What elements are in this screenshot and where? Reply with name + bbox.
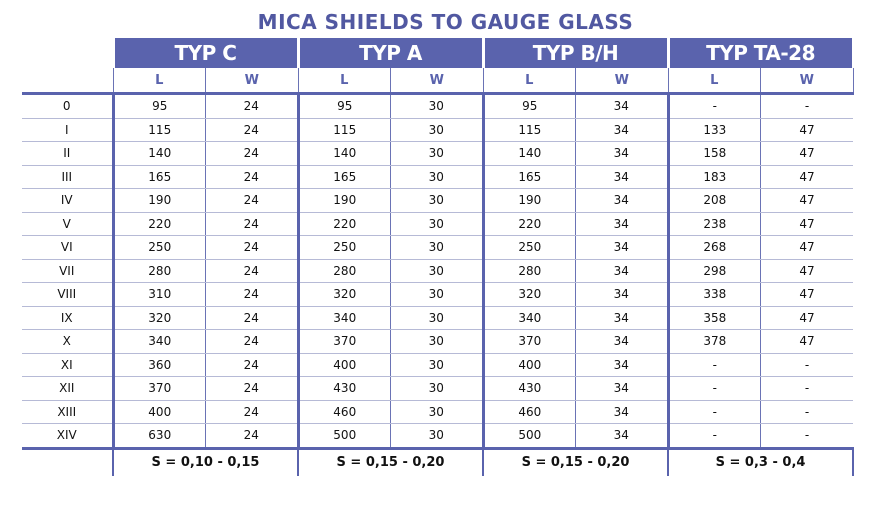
corner-cell-sub bbox=[22, 68, 113, 94]
cell-length: 340 bbox=[298, 306, 391, 330]
cell-length: 250 bbox=[483, 236, 576, 260]
cell-length: 183 bbox=[668, 165, 761, 189]
column-header-l: L bbox=[483, 68, 576, 94]
cell-width: 34 bbox=[576, 424, 669, 449]
cell-width: - bbox=[761, 94, 854, 119]
cell-length: 165 bbox=[483, 165, 576, 189]
cell-width: 24 bbox=[206, 189, 299, 213]
cell-width: 24 bbox=[206, 236, 299, 260]
cell-length: 140 bbox=[483, 142, 576, 166]
cell-length: 115 bbox=[113, 118, 206, 142]
cell-length: 370 bbox=[298, 330, 391, 354]
cell-length: 358 bbox=[668, 306, 761, 330]
group-header-typ-c: TYP C bbox=[113, 38, 298, 68]
cell-width: 34 bbox=[576, 142, 669, 166]
table-row bbox=[22, 400, 853, 424]
cell-width: 24 bbox=[206, 400, 299, 424]
row-size-label: V bbox=[22, 212, 113, 236]
row-size-label: II bbox=[22, 142, 113, 166]
cell-width: 34 bbox=[576, 377, 669, 401]
cell-width: 24 bbox=[206, 353, 299, 377]
cell-length: 430 bbox=[298, 377, 391, 401]
cell-length: 208 bbox=[668, 189, 761, 213]
column-header-w: W bbox=[576, 68, 669, 94]
cell-width: 34 bbox=[576, 236, 669, 260]
group-header-typ-ta28: TYP TA-28 bbox=[668, 38, 853, 68]
cell-width: 24 bbox=[206, 142, 299, 166]
cell-width: 47 bbox=[761, 306, 854, 330]
cell-width: 47 bbox=[761, 212, 854, 236]
cell-length: 500 bbox=[483, 424, 576, 449]
corner-cell bbox=[22, 38, 113, 68]
cell-length: 95 bbox=[483, 94, 576, 119]
cell-width: 34 bbox=[576, 212, 669, 236]
table-row bbox=[22, 118, 853, 142]
cell-length: 378 bbox=[668, 330, 761, 354]
cell-length: 250 bbox=[298, 236, 391, 260]
cell-length: 190 bbox=[113, 189, 206, 213]
cell-length: 158 bbox=[668, 142, 761, 166]
footer-thickness-typ-ta28: S = 0,3 - 0,4 bbox=[668, 448, 853, 476]
cell-length: 220 bbox=[113, 212, 206, 236]
table-row bbox=[22, 165, 853, 189]
cell-length: - bbox=[668, 424, 761, 449]
cell-width: 24 bbox=[206, 424, 299, 449]
cell-width: 30 bbox=[391, 212, 484, 236]
column-header-l: L bbox=[113, 68, 206, 94]
cell-width: 34 bbox=[576, 259, 669, 283]
row-size-label: VIII bbox=[22, 283, 113, 307]
group-header-typ-bh: TYP B/H bbox=[483, 38, 668, 68]
cell-width: 30 bbox=[391, 142, 484, 166]
cell-width: 47 bbox=[761, 330, 854, 354]
cell-length: 115 bbox=[483, 118, 576, 142]
cell-length: 280 bbox=[113, 259, 206, 283]
cell-length: 95 bbox=[113, 94, 206, 119]
table-row bbox=[22, 283, 853, 307]
cell-length: 165 bbox=[298, 165, 391, 189]
cell-length: 340 bbox=[113, 330, 206, 354]
cell-length: 400 bbox=[113, 400, 206, 424]
cell-length: 140 bbox=[298, 142, 391, 166]
cell-width: 24 bbox=[206, 306, 299, 330]
cell-width: 30 bbox=[391, 353, 484, 377]
cell-width: 34 bbox=[576, 283, 669, 307]
mica-shields-table bbox=[22, 38, 855, 476]
table-row bbox=[22, 353, 853, 377]
cell-length: 220 bbox=[298, 212, 391, 236]
footer-thickness-typ-bh: S = 0,15 - 0,20 bbox=[483, 448, 668, 476]
cell-width: 24 bbox=[206, 212, 299, 236]
cell-length: - bbox=[668, 94, 761, 119]
cell-width: - bbox=[761, 353, 854, 377]
row-size-label: VI bbox=[22, 236, 113, 260]
cell-width: 34 bbox=[576, 400, 669, 424]
column-header-l: L bbox=[668, 68, 761, 94]
cell-length: 220 bbox=[483, 212, 576, 236]
cell-width: 30 bbox=[391, 283, 484, 307]
cell-width: 30 bbox=[391, 189, 484, 213]
cell-width: 34 bbox=[576, 189, 669, 213]
cell-width: 47 bbox=[761, 236, 854, 260]
cell-width: 34 bbox=[576, 94, 669, 119]
cell-width: 30 bbox=[391, 424, 484, 449]
cell-length: 460 bbox=[298, 400, 391, 424]
table-row bbox=[22, 142, 853, 166]
table-row bbox=[22, 259, 853, 283]
cell-length: 280 bbox=[298, 259, 391, 283]
cell-width: 24 bbox=[206, 330, 299, 354]
cell-length: 360 bbox=[113, 353, 206, 377]
row-size-label: XI bbox=[22, 353, 113, 377]
row-size-label: III bbox=[22, 165, 113, 189]
cell-length: 95 bbox=[298, 94, 391, 119]
cell-length: 320 bbox=[298, 283, 391, 307]
cell-length: 340 bbox=[483, 306, 576, 330]
cell-width: 24 bbox=[206, 377, 299, 401]
cell-width: 30 bbox=[391, 165, 484, 189]
group-header-typ-a: TYP A bbox=[298, 38, 483, 68]
cell-width: 34 bbox=[576, 165, 669, 189]
cell-width: 30 bbox=[391, 259, 484, 283]
row-size-label: IX bbox=[22, 306, 113, 330]
cell-width: 24 bbox=[206, 94, 299, 119]
table-row bbox=[22, 94, 853, 119]
cell-length: 460 bbox=[483, 400, 576, 424]
cell-width: - bbox=[761, 424, 854, 449]
cell-length: - bbox=[668, 353, 761, 377]
cell-width: 34 bbox=[576, 118, 669, 142]
cell-length: 238 bbox=[668, 212, 761, 236]
cell-length: 190 bbox=[483, 189, 576, 213]
cell-length: 133 bbox=[668, 118, 761, 142]
cell-width: 47 bbox=[761, 283, 854, 307]
cell-length: 400 bbox=[298, 353, 391, 377]
cell-width: 30 bbox=[391, 400, 484, 424]
footer-thickness-typ-a: S = 0,15 - 0,20 bbox=[298, 448, 483, 476]
footer-blank bbox=[22, 448, 113, 476]
cell-length: 280 bbox=[483, 259, 576, 283]
cell-length: - bbox=[668, 400, 761, 424]
cell-length: 115 bbox=[298, 118, 391, 142]
cell-width: 24 bbox=[206, 259, 299, 283]
cell-length: - bbox=[668, 377, 761, 401]
row-size-label: XII bbox=[22, 377, 113, 401]
cell-width: 24 bbox=[206, 118, 299, 142]
cell-length: 140 bbox=[113, 142, 206, 166]
column-header-w: W bbox=[391, 68, 484, 94]
table-row bbox=[22, 377, 853, 401]
cell-length: 500 bbox=[298, 424, 391, 449]
cell-length: 370 bbox=[113, 377, 206, 401]
cell-length: 320 bbox=[483, 283, 576, 307]
cell-width: 30 bbox=[391, 236, 484, 260]
cell-width: 24 bbox=[206, 283, 299, 307]
cell-width: 47 bbox=[761, 189, 854, 213]
cell-width: 30 bbox=[391, 330, 484, 354]
cell-width: 34 bbox=[576, 306, 669, 330]
cell-length: 268 bbox=[668, 236, 761, 260]
row-size-label: X bbox=[22, 330, 113, 354]
column-header-w: W bbox=[206, 68, 299, 94]
cell-length: 298 bbox=[668, 259, 761, 283]
cell-length: 630 bbox=[113, 424, 206, 449]
row-size-label: IV bbox=[22, 189, 113, 213]
cell-length: 430 bbox=[483, 377, 576, 401]
table-row bbox=[22, 236, 853, 260]
cell-length: 320 bbox=[113, 306, 206, 330]
cell-width: 47 bbox=[761, 118, 854, 142]
cell-length: 370 bbox=[483, 330, 576, 354]
cell-length: 310 bbox=[113, 283, 206, 307]
table-row bbox=[22, 306, 853, 330]
row-size-label: XIV bbox=[22, 424, 113, 449]
cell-width: 34 bbox=[576, 330, 669, 354]
cell-width: 30 bbox=[391, 306, 484, 330]
cell-length: 400 bbox=[483, 353, 576, 377]
table-row bbox=[22, 330, 853, 354]
table-row bbox=[22, 189, 853, 213]
row-size-label: VII bbox=[22, 259, 113, 283]
cell-length: 190 bbox=[298, 189, 391, 213]
footer-thickness-typ-c: S = 0,10 - 0,15 bbox=[113, 448, 298, 476]
row-size-label: I bbox=[22, 118, 113, 142]
column-header-l: L bbox=[298, 68, 391, 94]
cell-width: 30 bbox=[391, 377, 484, 401]
cell-width: 24 bbox=[206, 165, 299, 189]
table-title: MICA SHIELDS TO GAUGE GLASS bbox=[257, 10, 634, 34]
row-size-label: XIII bbox=[22, 400, 113, 424]
cell-width: 47 bbox=[761, 259, 854, 283]
row-size-label: 0 bbox=[22, 94, 113, 119]
table-row bbox=[22, 212, 853, 236]
table-row bbox=[22, 424, 853, 449]
table-body bbox=[22, 94, 853, 449]
cell-length: 338 bbox=[668, 283, 761, 307]
cell-width: 30 bbox=[391, 118, 484, 142]
cell-width: - bbox=[761, 377, 854, 401]
cell-width: 34 bbox=[576, 353, 669, 377]
cell-width: 30 bbox=[391, 94, 484, 119]
cell-length: 165 bbox=[113, 165, 206, 189]
cell-width: - bbox=[761, 400, 854, 424]
cell-width: 47 bbox=[761, 142, 854, 166]
column-header-w: W bbox=[761, 68, 854, 94]
cell-length: 250 bbox=[113, 236, 206, 260]
cell-width: 47 bbox=[761, 165, 854, 189]
